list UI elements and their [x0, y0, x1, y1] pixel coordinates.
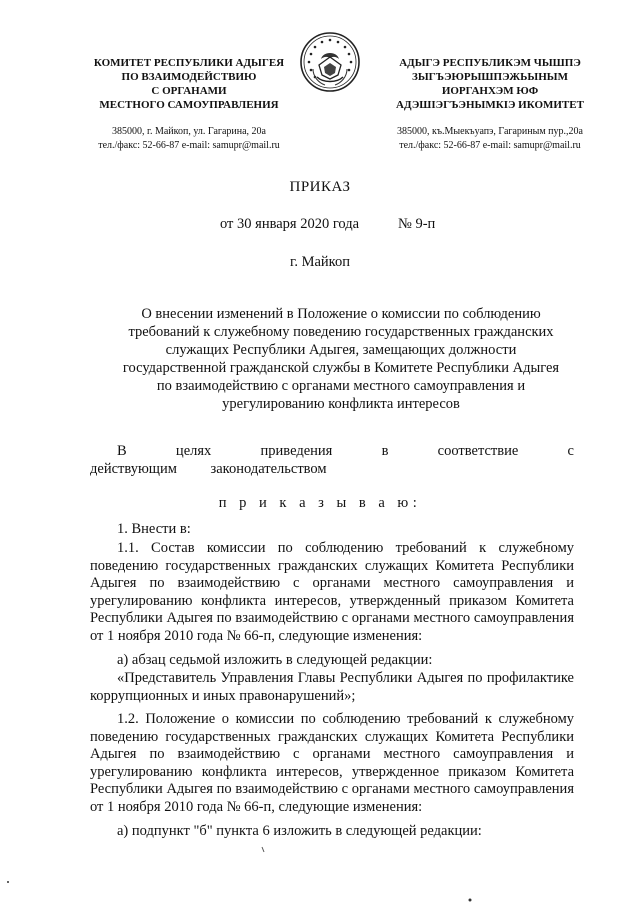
subject-line-6: урегулированию конфликта интересов [222, 396, 460, 412]
left-address-block [82, 125, 296, 153]
left-org-line-1: КОМИТЕТ РЕСПУБЛИКИ АДЫГЕЯ [93, 57, 285, 69]
document-number: № 9-п [398, 216, 436, 232]
left-address-line: 385000, г. Майкоп, ул. Гагарина, 20а [112, 126, 266, 137]
left-organization-name [78, 56, 300, 112]
left-contact-line: тел./факс: 52-66-87 e-mail: samupr@mail.ru [98, 140, 280, 151]
right-org-line-3: ИОРГАНХЭМ ЮФ [441, 85, 539, 97]
right-address-block [366, 125, 614, 153]
right-org-line-1: АДЫГЭ РЕСПУБЛИКЭМ ЧЫШПЭ [399, 57, 581, 69]
item-1: 1. Внести в: [117, 521, 191, 537]
subject-line-3: служащих Республики Адыгея, замещающих должности [165, 342, 517, 358]
republic-of-adygea-emblem-icon [299, 31, 361, 93]
item-1-2-a: а) подпункт "б" пункта 6 изложить в следующей редакции: [117, 823, 482, 839]
left-org-line-4: МЕСТНОГО САМОУПРАВЛЕНИЯ [99, 99, 279, 111]
item-1-2: 1.2. Положение о комиссии по соблюдению требований к служебному поведению государственных гражданских служащих Комитета Республики Адыгея по взаимодействию с органами местного самоуправления и урегулированию конфликта интересов, утвержденное приказом Комитета Республики Адыгея по взаимодействию с органами местного самоуправления от 1 ноября 2010 года № 66-п, следующие изменения: [90, 711, 574, 815]
subject-line-1: О внесении изменений в Положение о комиссии по соблюдению [141, 306, 541, 322]
document-date: от 30 января 2020 года [220, 216, 360, 232]
document-subject [104, 305, 578, 413]
item-1-1: 1.1. Состав комиссии по соблюдению требований к служебному поведению государственных гражданских служащих Комитета Республики Адыгея по взаимодействию с органами местного самоуправления и урегулированию конфликта интересов, утвержденный приказом Комитета Республики Адыгея по взаимодействию с органами местного самоуправления от 1 ноября 2010 года № 66-п, следующие изменения: [90, 540, 574, 644]
right-contact-line: тел./факс: 52-66-87 e-mail: samupr@mail.ru [399, 140, 581, 151]
document-title: ПРИКАЗ [289, 179, 351, 195]
item-1-1-a: а) абзац седьмой изложить в следующей редакции: [117, 652, 433, 668]
right-address-line: 385000, къ.Мыекъуапэ, Гагариным пур.,20а [397, 126, 583, 137]
item-1-1-a-text: «Представитель Управления Главы Республики Адыгея по профилактике коррупционных и иных правонарушений»; [90, 670, 574, 704]
left-org-line-2: ПО ВЗАИМОДЕЙСТВИЮ [121, 71, 257, 83]
right-organization-name [362, 56, 618, 112]
preamble-paragraph: В целях приведения в соответствие с действующим законодательством [90, 443, 574, 477]
left-org-line-3: С ОРГАНАМИ [151, 85, 227, 97]
order-word: п р и к а з ы в а ю: [218, 495, 422, 511]
subject-line-2: требований к служебному поведению государственных гражданских [128, 324, 554, 340]
subject-line-4: государственной гражданской службы в Комитете Республики Адыгея [122, 360, 560, 376]
right-org-line-2: ЗЫГЪЭЮРЫШПЭЖЬЫНЫМ [412, 71, 568, 83]
right-org-line-4: АДЭШІЭГЪЭНЫМКІЭ ИКОМИТЕТ [396, 99, 584, 111]
subject-line-5: по взаимодействию с органами местного самоуправления и [156, 378, 526, 394]
document-city: г. Майкоп [290, 254, 350, 270]
